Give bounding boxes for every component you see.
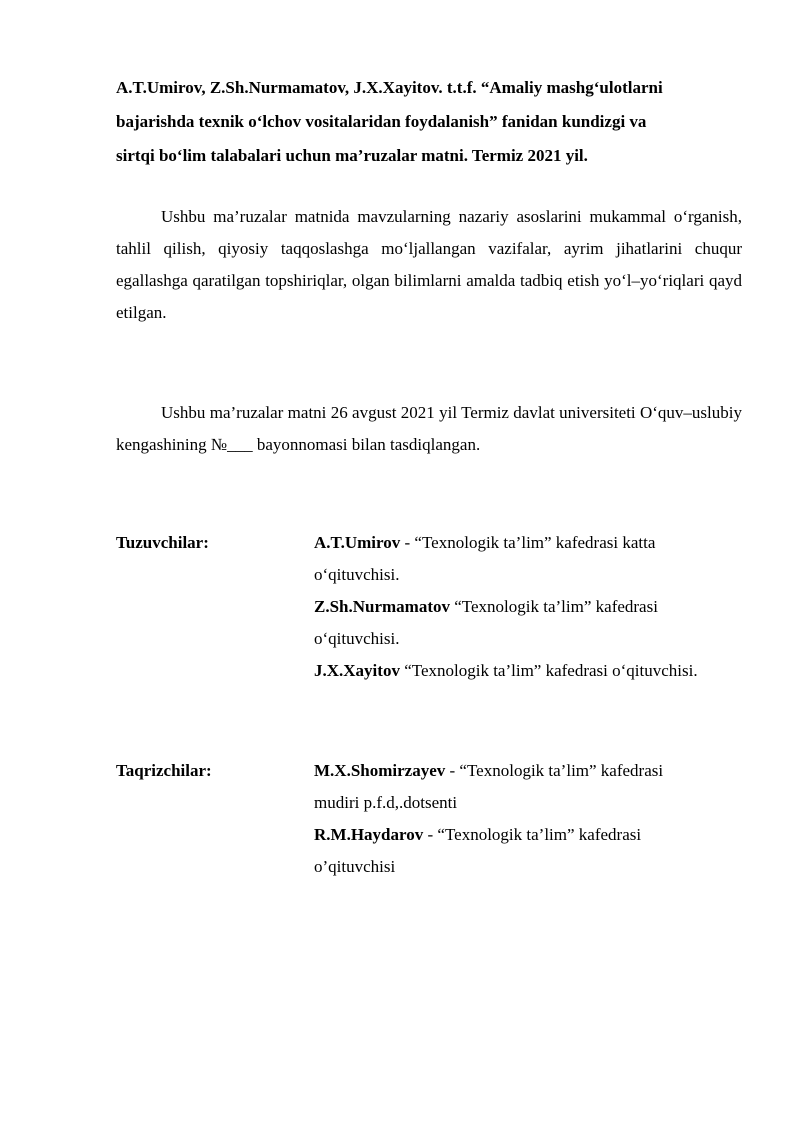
title-line-3: sirtqi bo‘lim talabalari uchun ma’ruzalar matni. Termiz 2021 yil. <box>116 146 588 165</box>
compiler-2-name: Z.Sh.Nurmamatov <box>314 597 451 616</box>
reviewer-1 <box>314 755 754 787</box>
approval-paragraph: Ushbu ma’ruzalar matni 26 avgust 2021 yil Termiz davlat universiteti O‘quv–uslubiy kengashining №___ bayonnomasi bilan tasdiqlangan. <box>116 403 742 454</box>
reviewers-label: Taqrizchilar: <box>116 761 212 780</box>
compiler-3 <box>314 655 754 687</box>
compilers-label: Tuzuvchilar: <box>116 533 209 552</box>
reviewer-1-role: - “Texnologik ta’lim” kafedrasi <box>445 761 664 780</box>
compiler-2-role: “Texnologik ta’lim” kafedrasi <box>450 597 658 616</box>
reviewer-2 <box>314 819 754 851</box>
description-paragraph: Ushbu ma’ruzalar matnida mavzularning nazariy asoslarini mukammal o‘rganish, tahlil qilish, qiyosiy taqqoslashga mo‘ljallangan vazifalar, ayrim jihatlarini chuqur egallashga qaratilgan topshiriqlar, olgan bilimlarni amalda tadbiq etish yo‘l–yo‘riqlari qayd etilgan. <box>116 207 742 322</box>
title-line-2: bajarishda texnik o‘lchov vositalaridan foydalanish” fanidan kundizgi va <box>116 112 647 131</box>
compiler-1 <box>314 527 754 559</box>
reviewer-2-role: - “Texnologik ta’lim” kafedrasi <box>423 825 642 844</box>
compiler-1-role: - “Texnologik ta’lim” kafedrasi katta <box>400 533 656 552</box>
compiler-3-role: “Texnologik ta’lim” kafedrasi o‘qituvchisi. <box>399 661 698 680</box>
compiler-2-role-cont: o‘qituvchisi. <box>314 629 400 648</box>
document-title <box>116 71 746 173</box>
reviewer-2-role-cont: o’qituvchisi <box>314 857 396 876</box>
reviewer-2-name: R.M.Haydarov <box>314 825 424 844</box>
compiler-3-name: J.X.Xayitov <box>314 661 400 680</box>
compiler-1-role-cont: o‘qituvchisi. <box>314 565 400 584</box>
compiler-2 <box>314 591 754 623</box>
compiler-1-name: A.T.Umirov <box>314 533 401 552</box>
reviewers-list <box>314 755 754 883</box>
reviewer-1-name: M.X.Shomirzayev <box>314 761 446 780</box>
compilers-list <box>314 527 754 687</box>
title-line-1: A.T.Umirov, Z.Sh.Nurmamatov, J.X.Xayitov. t.t.f. “Amaliy mashg‘ulotlarni <box>116 78 663 97</box>
reviewer-1-role-cont: mudiri p.f.d,.dotsenti <box>314 793 458 812</box>
